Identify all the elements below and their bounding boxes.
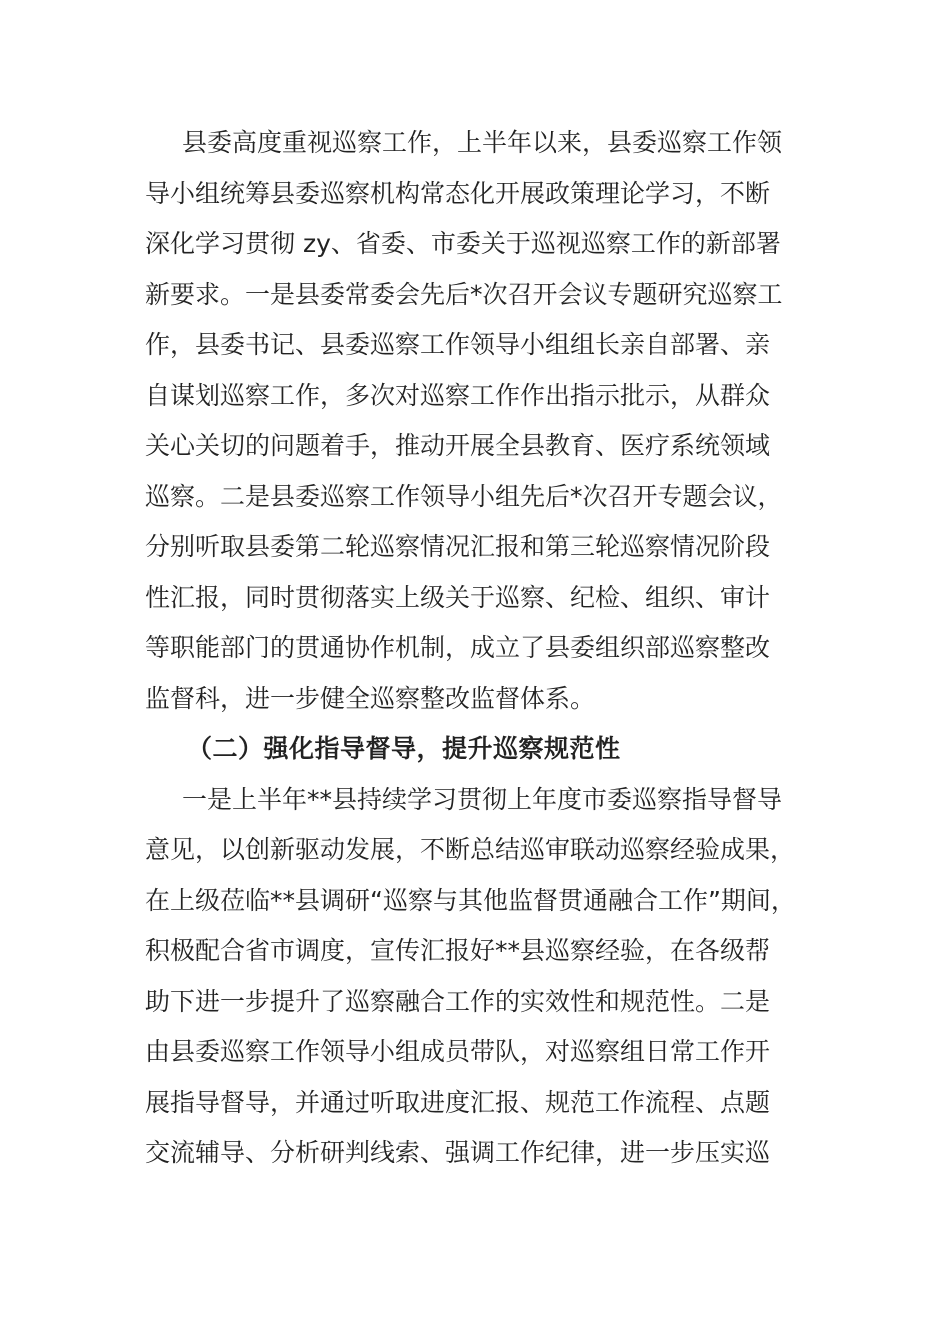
paragraph-2-line: 交流辅导、分析研判线索、强调工作纪律，进一步压实巡 bbox=[145, 1138, 771, 1167]
paragraph-1 bbox=[145, 118, 805, 724]
paragraph-1-line: 自谋划巡察工作，多次对巡察工作作出指示批示，从群众 bbox=[145, 380, 771, 410]
paragraph-1-line: 等职能部门的贯通协作机制，成立了县委组织部巡察整改 bbox=[145, 633, 771, 662]
paragraph-1-line: 县委高度重视巡察工作，上半年以来，县委巡察工作领 bbox=[182, 128, 783, 157]
paragraph-2-line: 在上级莅临**县调研“巡察与其他监督贯通融合工作”期间， bbox=[145, 885, 796, 915]
paragraph-2-line: 展指导督导，并通过听取进度汇报、规范工作流程、点题 bbox=[145, 1087, 771, 1117]
paragraph-1-line: 关心关切的问题着手，推动开展全县教育、医疗系统领域 bbox=[145, 431, 771, 460]
paragraph-2-line: 积极配合省市调度，宣传汇报好**县巡察经验，在各级帮 bbox=[145, 936, 771, 965]
paragraph-2-line: 由县委巡察工作领导小组成员带队，对巡察组日常工作开 bbox=[145, 1037, 771, 1066]
paragraph-1-line: 巡察。二是县委巡察工作领导小组先后*次召开专题会议， bbox=[145, 481, 783, 511]
section-heading: （二）强化指导督导，提升巡察规范性 bbox=[187, 734, 621, 763]
paragraph-1-line: 监督科，进一步健全巡察整改监督体系。 bbox=[145, 683, 596, 713]
paragraph-2 bbox=[145, 775, 805, 1179]
paragraph-2-line: 意见，以创新驱动发展，不断总结巡审联动巡察经验成果， bbox=[145, 835, 796, 864]
paragraph-1-line: 性汇报，同时贯彻落实上级关于巡察、纪检、组织、审计 bbox=[145, 582, 771, 612]
paragraph-2-line: 助下进一步提升了巡察融合工作的实效性和规范性。二是 bbox=[145, 986, 771, 1016]
paragraph-1-line: 作，县委书记、县委巡察工作领导小组组长亲自部署、亲 bbox=[145, 330, 771, 359]
paragraph-1-line: 深化学习贯彻 zy、省委、市委关于巡视巡察工作的新部署 bbox=[145, 229, 781, 258]
paragraph-2-line: 一是上半年**县持续学习贯彻上年度市委巡察指导督导 bbox=[182, 784, 783, 814]
paragraph-1-line: 导小组统筹县委巡察机构常态化开展政策理论学习，不断 bbox=[145, 178, 771, 208]
paragraph-1-line: 分别听取县委第二轮巡察情况汇报和第三轮巡察情况阶段 bbox=[145, 532, 771, 561]
paragraph-1-line: 新要求。一是县委常委会先后*次召开会议专题研究巡察工 bbox=[145, 279, 783, 309]
document-body bbox=[145, 118, 805, 1179]
